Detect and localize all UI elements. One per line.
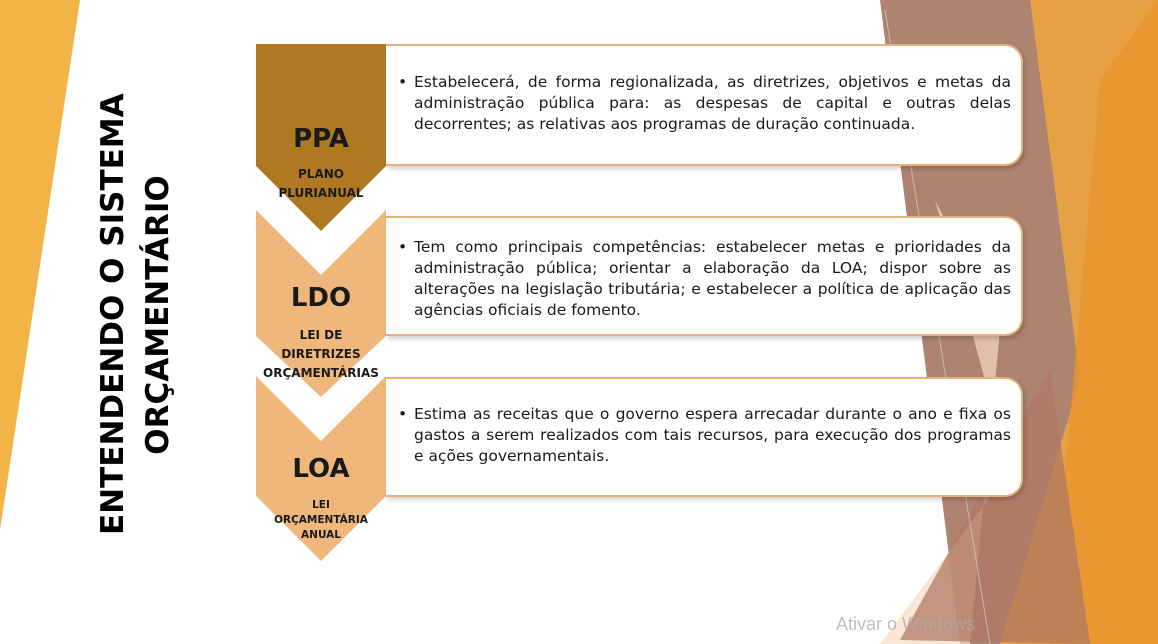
loa-description: • Estima as receitas que o governo espera arrecadar durante o ano e fixa os gastos a serem realizados com tais recursos, para execução dos programas e ações governamentais. bbox=[414, 404, 1011, 467]
ppa-full-name: PLANO PLURIANUAL bbox=[278, 167, 364, 200]
ppa-description-box bbox=[386, 44, 1023, 166]
ldo-description-box bbox=[386, 216, 1023, 336]
side-title-line2: ORÇAMENTÁRIO bbox=[140, 175, 176, 455]
ppa-abbr: PPA bbox=[293, 124, 349, 154]
chevron-label-ppa bbox=[256, 44, 386, 231]
ldo-abbr: LDO bbox=[290, 283, 352, 313]
ldo-full-name: LEI DE DIRETRIZES ORÇAMENTÁRIAS bbox=[263, 328, 379, 380]
chevron-label-loa bbox=[256, 376, 386, 561]
loa-description-box bbox=[386, 377, 1023, 497]
left-accent-shape bbox=[0, 0, 80, 530]
loa-full-name: LEI ORÇAMENTÁRIA ANUAL bbox=[274, 499, 368, 541]
activate-windows-watermark: Ativar o Windows bbox=[836, 614, 976, 634]
ldo-description: • Tem como principais competências: estabelecer metas e prioridades da administração pública; orientar a elaboração da LOA; dispor sobre as alterações na legislação tributária; e estabelecer a política de aplicação das agências oficiais de fomento. bbox=[414, 237, 1011, 321]
side-title bbox=[91, 95, 181, 535]
loa-abbr: LOA bbox=[292, 454, 350, 484]
side-title-line1: ENTENDENDO O SISTEMA bbox=[95, 93, 131, 535]
chevron-label-ldo bbox=[256, 210, 386, 397]
ppa-description: • Estabelecerá, de forma regionalizada, as diretrizes, objetivos e metas da administração pública para: as despesas de capital e outras delas decorrentes; as relativas aos programas de duração continuada. bbox=[414, 72, 1011, 135]
